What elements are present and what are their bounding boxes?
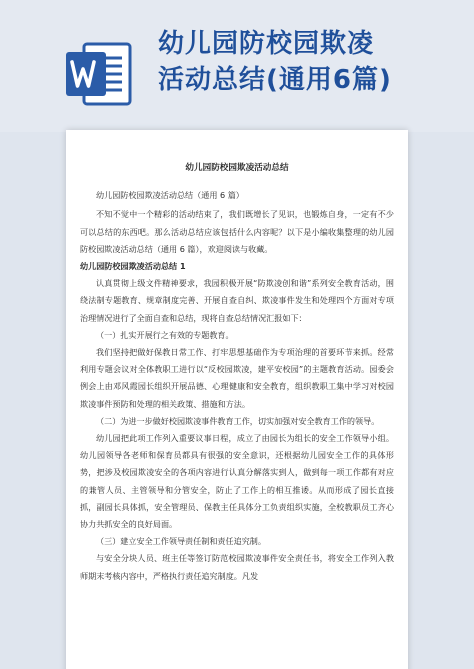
doc-paragraph: 我们坚持把做好保教日常工作、打牢思想基础作为专项治理的首要环节来抓。经常利用专题会议对全体教职工进行以“反校园欺凌，建平安校园”的主题教育活动。园委会例会上由邓风霞园长组织开展品德、心理健康和安全教育，组织教职工集中学习对校园欺凌事件预防和处理的相关政策、措施和方法。 bbox=[80, 347, 394, 409]
document-title: 幼儿园防校园欺凌活动总结 bbox=[185, 163, 289, 173]
doc-paragraph: 与安全分块人员、班主任等签订防范校园欺凌事件安全责任书，将安全工作列入教师期末考核内容中，严格执行责任追究制度。凡发 bbox=[80, 553, 394, 581]
title-line-1: 幼儿园防校园欺凌 bbox=[158, 29, 375, 59]
document-body bbox=[80, 160, 394, 585]
doc-subheading: （三）建立安全工作领导责任制和责任追究制。 bbox=[96, 536, 266, 547]
header-banner bbox=[0, 0, 474, 132]
doc-paragraph-intro: 不知不觉中一个精彩的活动结束了，我们既增长了见识，也锻炼自身，一定有不少可以总结的东西吧。那么活动总结应该包括什么内容呢？以下是小编收集整理的幼儿园防校园欺凌活动总结（通用 6 篇），欢迎阅读与收藏。 bbox=[80, 209, 394, 254]
doc-paragraph: 认真贯彻上级文件精神要求，我园积极开展“防欺凌创和谐”系列安全教育活动，围绕法制专题教育、规章制度完善、开展自查自纠、欺凌事件发生和处理四个方面对专项治理情况进行了全面自查和总结，现将自查总结情况汇报如下： bbox=[80, 278, 394, 323]
doc-subheading: （一）扎实开展行之有效的专题教育。 bbox=[96, 329, 234, 340]
doc-subtitle: 幼儿园防校园欺凌活动总结（通用 6 篇） bbox=[96, 190, 244, 201]
word-document-icon bbox=[62, 38, 134, 110]
doc-subheading: （二）为进一步做好校园欺凌事件教育工作，切实加强对安全教育工作的领导。 bbox=[96, 415, 380, 426]
document-page bbox=[66, 130, 408, 669]
doc-paragraph: 幼儿园把此项工作列入重要议事日程，成立了由园长为组长的安全工作领导小组。幼儿园领导各老师和保育员都具有很强的安全意识，还根据幼儿园安全工作的具体形势，把涉及校园欺凌安全的各项内容进行认真分解落实到人，做到每一项工作都有对应的兼管人员、主管领导和分管安全，防止了工作上的相互推诿。从而形成了园长直接抓，副园长具体抓，安全管理员、保教主任具体分工负责组织实施，全校教职员工齐心协力共抓安全的良好局面。 bbox=[80, 433, 394, 530]
title-line-2: 活动总结(通用6篇) bbox=[158, 65, 392, 95]
doc-section-heading: 幼儿园防校园欺凌活动总结 1 bbox=[80, 261, 186, 272]
page-title bbox=[158, 26, 464, 98]
